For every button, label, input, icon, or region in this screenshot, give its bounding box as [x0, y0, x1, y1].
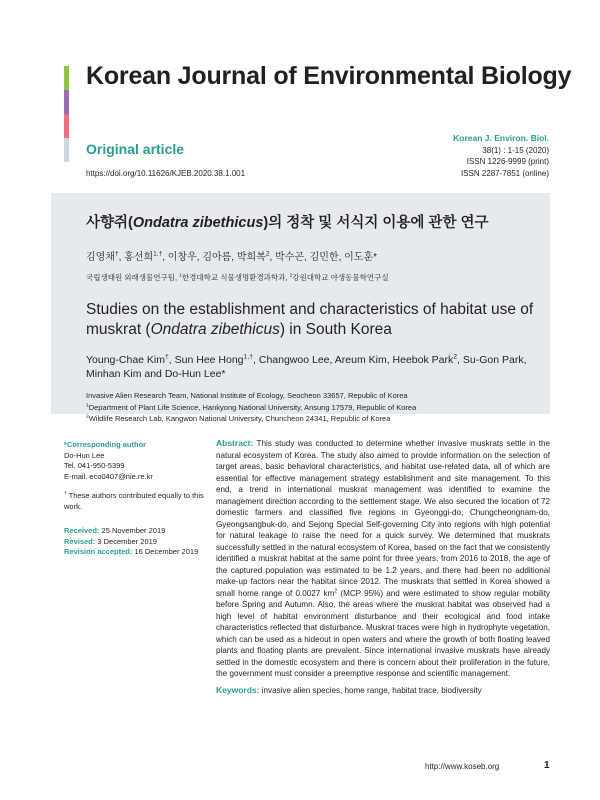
title-panel	[51, 193, 550, 423]
abstract-body: Abstract: This study was conducted to determine whether invasive muskrats settle in the natural ecosystem of Korea. The study also aimed to provide information on the selection of target areas, basic behavioral characteristics, and habitat use-related data, all of which are essential for effective management strategy establishment and site management. To this end, a trend in international muskrat management was identified to examine the management direction according to the settlement stage. We also secured the location of 72 domestic farmers and classified five regions in Gyeonggi-do, Chungcheongnam-do, Gyeongsangbuk-do, and Sejong Special Self-governing City into regions with high potential for natural leakage to raise the need for a quick survey. We determined that muskrats successfully settled in the natural ecosystem of Korea, based on the fact that we consistently identified a muskrat habitat at the same point for three years, from 2016 to 2018, the age of the captured population was estimated to be 1.2 years, and there had been no additional make-up factors near the habitat since 2012. The muskrats that settled in Korea showed a small home range of 0.0027 $km^2$ (MCP 95%) and were estimated to show regular mobility before Spring and Autumn. Also, the areas where the muskrat habitat was observed had a high level of habitat environment disturbance and their ecological and food intake characteristics reflected that disturbance. Muskrat traces were high in hydrophyte vegetation, which can be used as a hideout in open waters and where the growth of both floating leaved plants and floating plants are prevalent. Since international invasive muskrats have already settled in the domestic ecosystem and there is concern about their proliferation in the future, the government must consider a preemptive response and scientific management.	[216, 438, 550, 678]
affiliation-0: Invasive Alien Research Team, National Institute of Ecology, Seocheon 33657, Republic of Korea	[86, 391, 408, 400]
korean-affiliations: 국립생태원 외래생물연구팀, $^1$한경대학교 식물생명환경과학과, $^2$강원대학교 야생동물학연구실	[86, 273, 389, 282]
korean-title: 사향쥐(Ondatra zibethicus)의 정착 및 서식지 이용에 관한 연구	[86, 215, 489, 231]
article-info-sidebar	[64, 440, 204, 567]
korean-author: 이창우	[167, 252, 197, 263]
corresponding-author-email[interactable]: E-mail. eco0407@nie.re.kr	[64, 471, 153, 481]
korean-authors: 김영채†, 홍선희$^{1,\dagger}$, 이창우, 김아름, 박희복$^2$, 박수곤, 김민한, 이도훈*	[86, 250, 377, 263]
keywords: Keywords: invasive alien species, home range, habitat trace, biodiversity	[216, 684, 482, 695]
journal-abbreviation: Korean J. Environ. Biol.	[453, 133, 549, 143]
color-bar-gray	[64, 138, 69, 162]
accepted-date: Revision accepted: 16 December 2019	[64, 547, 199, 556]
affiliation-1: $^1$Department of Plant Life Science, Hankyong National University, Ansung 17579, Republic of Korea	[86, 402, 417, 412]
korean-author: 박희복$^2$	[236, 250, 270, 263]
english-author: Areum Kim	[334, 354, 387, 366]
korean-author: 김민한	[309, 252, 339, 263]
korean-title-species: Ondatra zibethicus	[132, 215, 264, 231]
english-title-species: Ondatra zibethicus	[150, 321, 280, 338]
korean-author: 이도훈*	[344, 252, 377, 263]
korean-author: 김아름	[202, 252, 232, 263]
issn-print: ISSN 1226-9999 (print)	[466, 157, 549, 166]
english-author: Do-Hun Lee*	[164, 368, 226, 380]
affiliation-2: $^2$Wildlife Research Lab, Kangwon National University, Chuncheon 24341, Republic of Korea	[86, 414, 391, 423]
revised-date: Revised: 3 December 2019	[64, 536, 157, 546]
journal-title: Korean Journal of Environmental Biology	[86, 62, 572, 90]
color-bar-green	[64, 66, 69, 90]
issn-online: ISSN 2287-7851 (online)	[460, 168, 549, 178]
english-author: Su-Gon Park	[462, 354, 524, 366]
footer-url[interactable]: http://www.koseb.org	[425, 762, 500, 771]
color-bar-pink	[64, 114, 69, 138]
journal-color-bar	[64, 66, 69, 162]
volume-pages: 38(1) : 1-15 (2020)	[482, 145, 549, 155]
citation-info	[453, 133, 549, 179]
korean-author: 홍선희$^{1,\dagger}$	[124, 250, 163, 263]
english-author: Minhan Kim	[86, 368, 142, 380]
corresponding-author-tel: Tel. 041-950-5399	[64, 461, 125, 470]
corresponding-author-label: *Corresponding author	[64, 440, 147, 449]
page-number: 1	[544, 760, 550, 771]
english-affiliations	[86, 390, 536, 425]
english-author: Young-Chae Kim†	[86, 353, 169, 366]
abstract	[216, 438, 550, 696]
article-type: Original article	[86, 141, 185, 157]
english-title: Studies on the establishment and characteristics of habitat use of muskrat (Ondatra zibethicus) in South Korea	[86, 301, 534, 338]
english-author: Changwoo Lee	[258, 354, 330, 366]
english-author: Sun Hee Hong$^{1,\dagger}$	[174, 353, 254, 366]
correspondence-block	[64, 440, 204, 482]
keywords-label: Keywords:	[216, 684, 260, 695]
dates-block	[64, 526, 204, 558]
korean-author: 김영채†	[86, 250, 119, 263]
korean-author: 박수곤	[275, 252, 305, 263]
received-date: Received: 25 November 2019	[64, 526, 166, 535]
color-bar-purple	[64, 90, 69, 114]
doi-link[interactable]: https://doi.org/10.11626/KJEB.2020.38.1.001	[86, 169, 246, 178]
corresponding-author-name: Do-Hun Lee	[64, 450, 105, 460]
abstract-label: Abstract:	[216, 438, 254, 448]
english-author: Heebok Park$^2$	[392, 353, 458, 366]
equal-contribution-note: † These authors contributed equally to this work.	[64, 491, 204, 511]
english-authors: Young-Chae Kim†, Sun Hee Hong$^{1,\dagger}$, Changwoo Lee, Areum Kim, Heebok Park$^2$, Su-Gon Park, Minhan Kim and Do-Hun Lee*	[86, 353, 527, 380]
